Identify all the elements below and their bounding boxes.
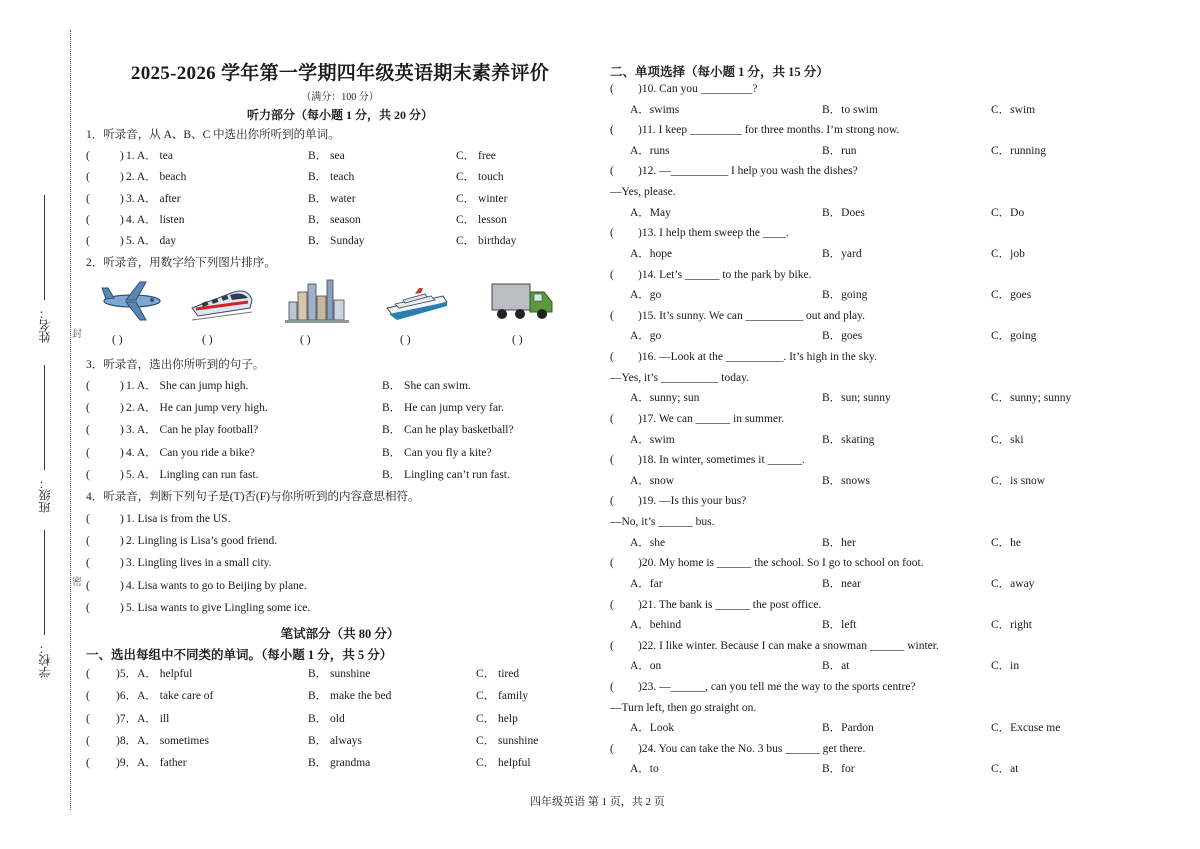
section2-options-row — [608, 474, 1098, 490]
section2-options-row — [608, 433, 1098, 449]
question-text: )17. We can ______ in summer. — [638, 412, 785, 425]
option-c: C．goes — [991, 289, 1032, 302]
section2-options-row — [608, 721, 1098, 737]
option-c: C． lesson — [456, 213, 507, 226]
section2-question-row — [608, 123, 1098, 139]
answer-paren-open[interactable]: ( — [86, 213, 90, 226]
option-b: B． water — [308, 192, 356, 205]
option-c: C．Do — [991, 206, 1025, 219]
answer-paren-close[interactable]: ) — [120, 171, 124, 184]
section2-options-row — [608, 762, 1098, 778]
airplane-icon — [100, 278, 164, 324]
option-b: B．skating — [822, 433, 875, 446]
section2-question-row — [608, 639, 1098, 655]
part4-instruction: 4．听录音，判断下列句子是(T)否(F)与你所听到的内容意思相符。 — [86, 491, 420, 503]
option-c: C． winter — [456, 192, 508, 205]
part3-instruction: 3．听录音，选出你所听到的句子。 — [86, 359, 265, 371]
section2-options-row — [608, 206, 1098, 222]
option-c: C． help — [476, 712, 518, 725]
answer-paren-open[interactable]: ( — [610, 165, 614, 178]
option-b: B．to swim — [822, 103, 878, 116]
option-b: B．her — [822, 536, 856, 549]
question-text: )22. I like winter. Because I can make a snowman ______ winter. — [638, 639, 939, 652]
option-b: B．yard — [822, 247, 862, 260]
exam-title: 2025-2026 学年第一学期四年级英语期末素养评价 — [130, 63, 550, 84]
part3-question-row — [80, 423, 600, 439]
section2-options-row — [608, 288, 1098, 304]
option-b: B． She can swim. — [382, 380, 471, 392]
option-a: 5. A． day — [126, 235, 177, 248]
answer-paren-open[interactable]: ( — [86, 579, 90, 592]
answer-paren-open[interactable]: ( — [86, 712, 90, 725]
question-text: )19. —Is this your bus? — [638, 495, 747, 508]
section2-options-row — [608, 577, 1098, 593]
option-a: A．far — [630, 577, 663, 590]
answer-paren-open[interactable]: ( — [610, 454, 614, 467]
question-text: )21. The bank is ______ the post office. — [638, 598, 822, 611]
option-c: C．in — [991, 660, 1020, 673]
part1-question-row — [80, 170, 600, 186]
option-c: C．Excuse me — [991, 722, 1061, 735]
option-a: A．hope — [630, 247, 673, 260]
part1-question-row — [80, 234, 600, 250]
statement-text: 2. Lingling is Lisa’s good friend. — [126, 535, 278, 548]
part3-question-row — [80, 401, 600, 417]
option-a: 5. A． Lingling can run fast. — [126, 468, 259, 481]
answer-paren-open[interactable]: ( — [86, 557, 90, 570]
section2-question-row — [608, 556, 1098, 572]
option-a: )7．A． ill — [116, 712, 170, 725]
section2-dialogue-line — [608, 701, 1098, 717]
option-c: C．swim — [991, 103, 1036, 116]
section2-question-row — [608, 226, 1098, 242]
option-b: B． Can you fly a kite? — [382, 446, 492, 459]
school-field[interactable] — [28, 530, 58, 680]
section2-question-row — [608, 412, 1098, 428]
written-heading: 笔试部分（共 80 分） — [280, 627, 400, 641]
option-b: B．run — [822, 144, 857, 157]
option-b: B． sunshine — [308, 668, 371, 680]
option-a: 1. A． She can jump high. — [126, 380, 249, 392]
question-text: )23. —______, can you tell me the way to the sports centre? — [638, 680, 916, 693]
part3-question-row — [80, 379, 600, 395]
part3-question-row — [80, 468, 600, 484]
section2-options-row — [608, 329, 1098, 345]
answer-paren-close[interactable]: ) — [120, 579, 124, 592]
option-c: C．right — [991, 619, 1032, 632]
option-b: B．Does — [822, 206, 865, 219]
answer-paren-open[interactable]: ( — [610, 268, 614, 281]
listening-heading: 听力部分（每小题 1 分，共 20 分） — [246, 108, 433, 122]
option-c: C．going — [991, 330, 1037, 343]
answer-paren-close[interactable]: ) — [120, 468, 124, 481]
ship-icon — [385, 278, 449, 324]
answer-paren-close[interactable]: ) — [120, 557, 124, 570]
question-text: )11. I keep _________ for three months. I’m strong now. — [638, 124, 900, 137]
part4-question-row — [80, 512, 600, 528]
binding-word-seal: 封 — [72, 329, 82, 340]
option-b: B． Can he play basketball? — [382, 424, 514, 437]
option-a: )5．A． helpful — [116, 668, 193, 680]
answer-paren-open[interactable]: ( — [86, 192, 90, 205]
section2-dialogue-line — [608, 515, 1098, 531]
answer-paren-open[interactable]: ( — [86, 171, 90, 184]
answer-paren-open[interactable]: ( — [610, 680, 614, 693]
section2-question-row — [608, 598, 1098, 614]
answer-paren-open[interactable]: ( — [610, 124, 614, 137]
answer-paren-open[interactable]: ( — [610, 495, 614, 508]
answer-paren-open[interactable]: ( — [610, 227, 614, 240]
section1-question-row — [80, 667, 600, 683]
answer-paren-open[interactable]: ( — [86, 734, 90, 747]
statement-text: 5. Lisa wants to give Lingling some ice. — [126, 601, 311, 614]
statement-text: 1. Lisa is from the US. — [126, 513, 231, 525]
option-c: C．running — [991, 144, 1046, 157]
section2-options-row — [608, 659, 1098, 675]
option-c: C．at — [991, 763, 1019, 776]
section2-options-row — [608, 391, 1098, 407]
option-a: )8．A． sometimes — [116, 734, 209, 747]
answer-paren-close[interactable]: ) — [120, 513, 124, 525]
section2-options-row — [608, 247, 1098, 263]
answer-paren-open[interactable]: ( — [610, 412, 614, 425]
option-a: A．go — [630, 330, 662, 343]
option-b: B． grandma — [308, 757, 371, 770]
train-icon — [190, 278, 254, 324]
section2-options-row — [608, 536, 1098, 552]
section2-dialogue-line — [608, 371, 1098, 387]
section1-question-row — [80, 734, 600, 750]
answer-paren-open[interactable]: ( — [610, 742, 614, 755]
option-c: C．sunny; sunny — [991, 392, 1072, 405]
option-a: A．swim — [630, 433, 675, 446]
section2-question-row — [608, 309, 1098, 325]
option-b: B． season — [308, 213, 361, 226]
section2-question-row — [608, 453, 1098, 469]
answer-paren-open[interactable]: ( — [610, 598, 614, 611]
part4-question-row — [80, 579, 600, 595]
school-line — [44, 530, 45, 635]
dialogue-text: —Yes, it’s __________ today. — [610, 371, 749, 384]
question-text: )20. My home is ______ the school. So I go to school on foot. — [638, 557, 924, 570]
question-text: )18. In winter, sometimes it ______. — [638, 454, 805, 467]
question-text: )12. —__________ I help you wash the dishes? — [638, 165, 858, 178]
option-a: A．May — [630, 206, 671, 219]
option-c: C．job — [991, 247, 1025, 260]
dialogue-text: —Turn left, then go straight on. — [610, 701, 757, 714]
answer-paren-open[interactable]: ( — [86, 446, 90, 459]
statement-text: 4. Lisa wants to go to Beijing by plane. — [126, 579, 307, 592]
option-c: C． family — [476, 690, 529, 703]
option-a: )9．A． father — [116, 757, 187, 770]
answer-paren-close[interactable]: ) — [120, 213, 124, 226]
class-field[interactable] — [28, 365, 58, 515]
option-b: B．going — [822, 289, 868, 302]
answer-paren-open[interactable]: ( — [610, 557, 614, 570]
question-text: )14. Let’s ______ to the park by bike. — [638, 268, 812, 281]
option-c: C． sunshine — [476, 734, 539, 747]
answer-paren-close[interactable]: ) — [120, 402, 124, 415]
answer-paren-open[interactable]: ( — [610, 351, 614, 364]
answer-paren-close[interactable]: ) — [120, 601, 124, 614]
option-a: 1. A． tea — [126, 150, 173, 162]
picture-blank[interactable]: ( ) — [400, 334, 411, 346]
school-label: 学校： — [38, 642, 52, 678]
answer-paren-close[interactable]: ) — [120, 192, 124, 205]
option-a: A．behind — [630, 619, 682, 632]
option-b: B．near — [822, 577, 861, 590]
part3-question-row — [80, 446, 600, 462]
section1-question-row — [80, 689, 600, 705]
question-text: )13. I help them sweep the ____. — [638, 227, 789, 240]
dialogue-text: —No, it’s ______ bus. — [610, 516, 715, 529]
section2-question-row — [608, 350, 1098, 366]
section2-options-row — [608, 144, 1098, 160]
question-text: )16. —Look at the __________. It’s high in the sky. — [638, 351, 877, 364]
answer-paren-open[interactable]: ( — [86, 402, 90, 415]
truck-icon — [490, 278, 554, 324]
name-field[interactable] — [28, 195, 58, 345]
question-text: )15. It’s sunny. We can __________ out and play. — [638, 309, 866, 322]
answer-paren-open[interactable]: ( — [86, 468, 90, 481]
class-line — [44, 365, 45, 470]
answer-paren-open[interactable]: ( — [86, 601, 90, 614]
option-c: C． touch — [456, 171, 504, 184]
answer-paren-open[interactable]: ( — [610, 639, 614, 652]
answer-paren-open[interactable]: ( — [610, 309, 614, 322]
name-line — [44, 195, 45, 300]
answer-paren-open[interactable]: ( — [86, 235, 90, 248]
option-a: 4. A． Can you ride a bike? — [126, 446, 255, 459]
section2-question-row — [608, 268, 1098, 284]
answer-paren-close[interactable]: ) — [120, 235, 124, 248]
part1-question-row — [80, 213, 600, 229]
section2-options-row — [608, 103, 1098, 119]
section2-question-row — [608, 164, 1098, 180]
part4-question-row — [80, 556, 600, 572]
answer-paren-close[interactable]: ) — [120, 535, 124, 548]
section2-question-row — [608, 680, 1098, 696]
option-b: B． old — [308, 712, 345, 725]
option-a: A．go — [630, 289, 662, 302]
answer-paren-open[interactable]: ( — [610, 83, 614, 95]
option-c: C．he — [991, 536, 1022, 549]
binding-word-secret: 密 — [72, 577, 82, 588]
option-c: C．away — [991, 577, 1035, 590]
option-c: C． helpful — [476, 757, 531, 770]
option-a: )6．A． take care of — [116, 690, 214, 703]
answer-paren-close[interactable]: ) — [120, 150, 124, 162]
option-a: 2. A． beach — [126, 171, 187, 184]
option-b: B． teach — [308, 171, 355, 184]
option-a: A．swims — [630, 103, 680, 116]
section2-dialogue-line — [608, 185, 1098, 201]
picture-blank[interactable]: ( ) — [300, 334, 311, 346]
option-b: B．Pardon — [822, 722, 874, 735]
answer-paren-close[interactable]: ) — [120, 380, 124, 392]
option-a: A．Look — [630, 722, 675, 735]
part1-question-row — [80, 149, 600, 165]
question-text: )24. You can take the No. 3 bus ______ get there. — [638, 742, 866, 755]
class-label: 班级： — [38, 477, 52, 513]
option-b: B．at — [822, 660, 850, 673]
option-b: B．left — [822, 619, 857, 632]
option-a: 4. A． listen — [126, 213, 185, 226]
option-b: B． always — [308, 734, 362, 747]
answer-paren-open[interactable]: ( — [86, 380, 90, 392]
full-score: （满分：100 分） — [301, 92, 379, 103]
section2-options-row — [608, 618, 1098, 634]
answer-paren-open[interactable]: ( — [86, 690, 90, 703]
part1-question-row — [80, 192, 600, 208]
picture-blank[interactable]: ( ) — [112, 334, 123, 346]
answer-paren-open[interactable]: ( — [86, 513, 90, 525]
city-icon — [285, 278, 349, 324]
part4-question-row — [80, 534, 600, 550]
section1-question-row — [80, 756, 600, 772]
dialogue-text: —Yes, please. — [610, 186, 676, 199]
part2-instruction: 2．听录音，用数字给下列图片排序。 — [86, 257, 276, 269]
answer-paren-open[interactable]: ( — [86, 424, 90, 437]
part4-question-row — [80, 601, 600, 617]
statement-text: 3. Lingling lives in a small city. — [126, 557, 272, 570]
option-a: A．snow — [630, 474, 675, 487]
option-b: B．sun; sunny — [822, 392, 891, 405]
option-b: B． make the bed — [308, 690, 392, 703]
option-a: A．to — [630, 763, 659, 776]
section2-question-row — [608, 82, 1098, 98]
option-c: C． tired — [476, 668, 520, 680]
section1-question-row — [80, 712, 600, 728]
section2-question-row — [608, 742, 1098, 758]
section2-question-row — [608, 494, 1098, 510]
option-a: A．runs — [630, 144, 670, 157]
option-c: C． free — [456, 150, 496, 162]
answer-paren-open[interactable]: ( — [86, 535, 90, 548]
section1-heading: 一、选出每组中不同类的单词。（每小题 1 分，共 5 分） — [86, 648, 393, 662]
part1-instruction: 1．听录音，从 A、B、C 中选出你所听到的单词。 — [86, 129, 340, 141]
picture-blank[interactable]: ( ) — [202, 334, 213, 346]
section2-heading: 二、单项选择（每小题 1 分，共 15 分） — [610, 65, 829, 79]
option-b: B．snows — [822, 474, 870, 487]
option-a: 3. A． after — [126, 192, 181, 205]
option-b: B． He can jump very far. — [382, 402, 504, 415]
page-footer: 四年级英语 第 1 页，共 2 页 — [530, 796, 665, 808]
answer-paren-open[interactable]: ( — [86, 757, 90, 770]
option-c: C．ski — [991, 433, 1024, 446]
option-a: 2. A． He can jump very high. — [126, 402, 268, 415]
option-b: B． Sunday — [308, 235, 365, 248]
picture-blank[interactable]: ( ) — [512, 334, 523, 346]
question-text: )10. Can you _________? — [638, 83, 758, 95]
option-a: A．sunny; sun — [630, 392, 700, 405]
option-b: B．for — [822, 763, 855, 776]
answer-paren-close[interactable]: ) — [120, 424, 124, 437]
answer-paren-open[interactable]: ( — [86, 150, 90, 162]
option-a: 3. A． Can he play football? — [126, 424, 259, 437]
answer-paren-open[interactable]: ( — [86, 668, 90, 680]
option-a: A．on — [630, 660, 662, 673]
option-c: C．is snow — [991, 474, 1045, 487]
option-a: A．she — [630, 536, 666, 549]
option-c: C． birthday — [456, 235, 517, 248]
name-label: 姓名： — [38, 307, 52, 343]
option-b: B．goes — [822, 330, 863, 343]
option-b: B． sea — [308, 150, 345, 162]
answer-paren-close[interactable]: ) — [120, 446, 124, 459]
option-b: B． Lingling can’t run fast. — [382, 468, 510, 481]
